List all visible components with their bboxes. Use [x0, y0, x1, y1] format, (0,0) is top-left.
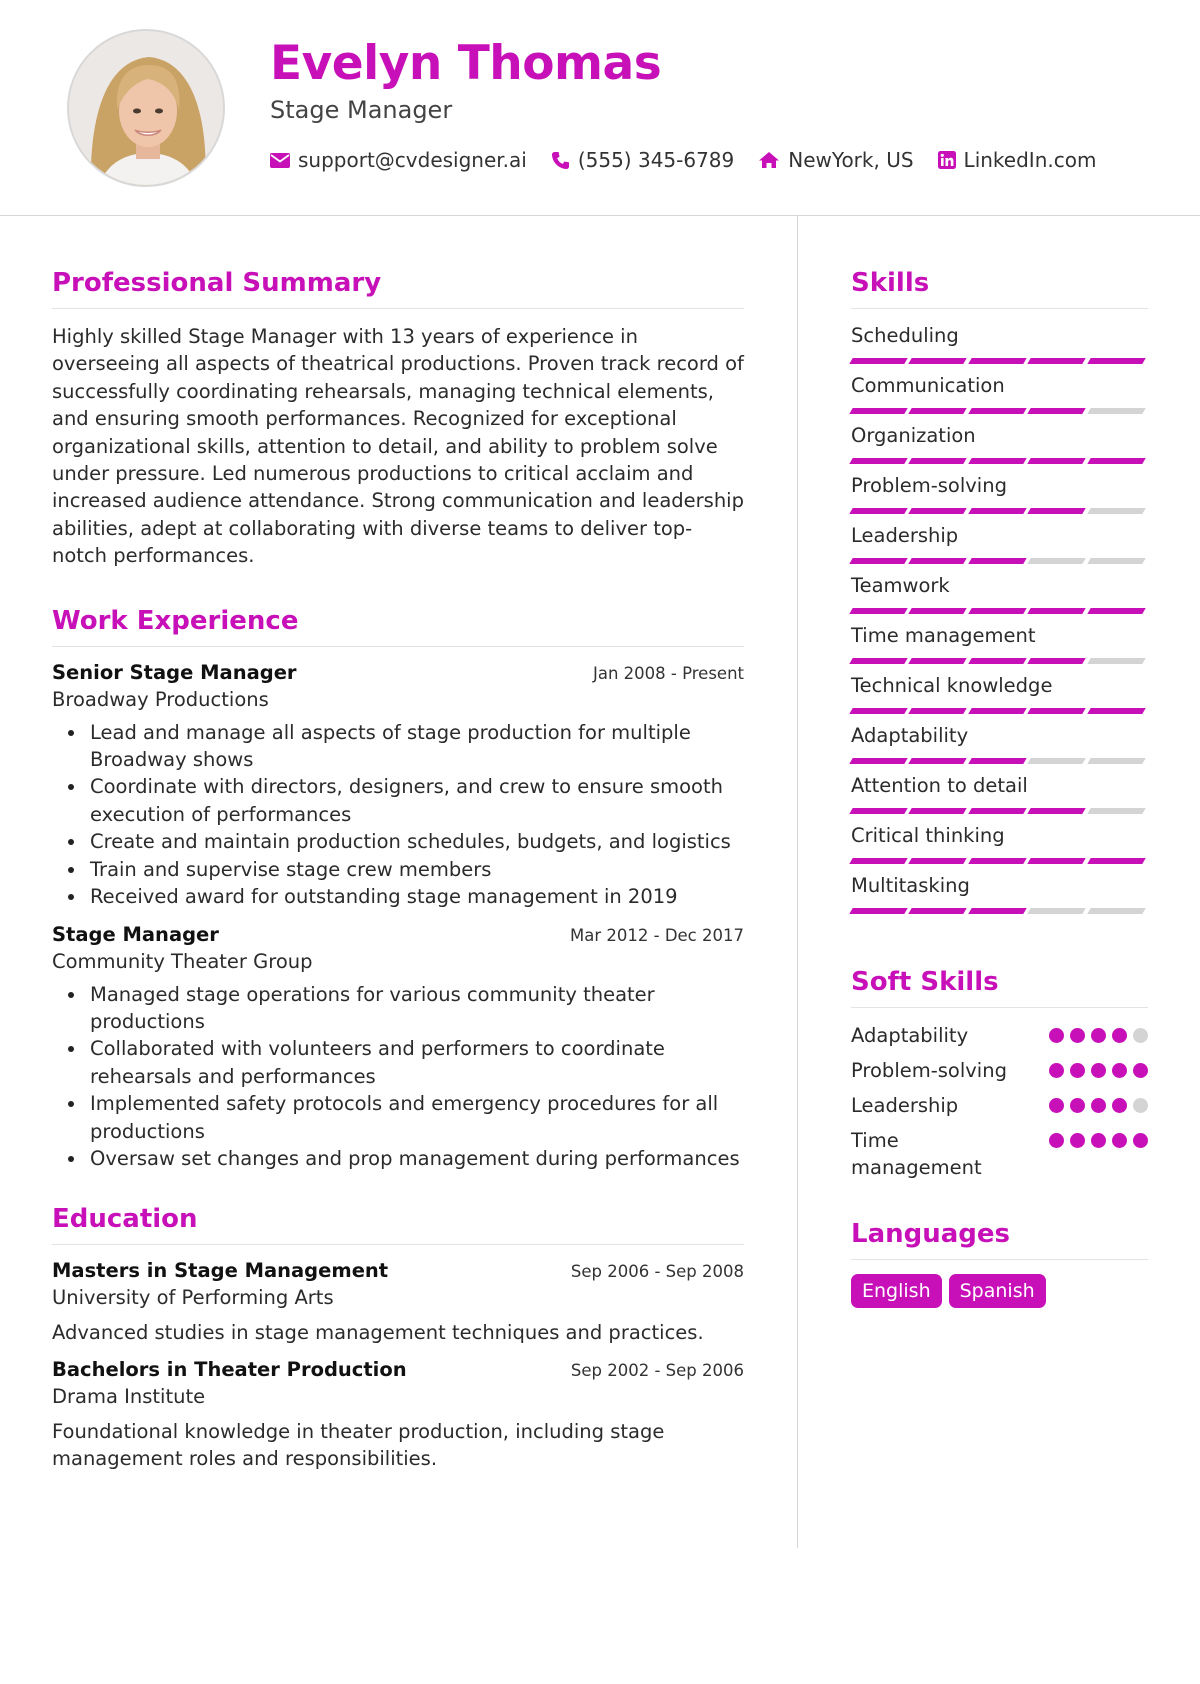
- level-segment: [909, 658, 968, 664]
- linkedin-icon: [938, 151, 956, 169]
- skill-name: Adaptability: [851, 724, 969, 747]
- job-title: Stage Manager: [52, 922, 219, 946]
- level-segment: [909, 808, 968, 814]
- level-segment: [968, 458, 1027, 464]
- level-segment: [909, 508, 968, 514]
- education-date: Sep 2006 - Sep 2008: [570, 1262, 744, 1282]
- contact-email-text: support@cvdesigner.ai: [298, 148, 527, 172]
- level-segment: [1027, 658, 1086, 664]
- degree-title: Bachelors in Theater Production: [52, 1358, 407, 1382]
- level-segment: [1087, 458, 1146, 464]
- level-segment: [849, 758, 908, 764]
- level-segment: [909, 908, 968, 914]
- profile-photo: [67, 29, 225, 187]
- job-title: Senior Stage Manager: [52, 660, 297, 684]
- soft-skill-rating: [1043, 1063, 1148, 1078]
- skill-level-bars: [851, 458, 1148, 464]
- column-divider: [797, 216, 798, 1548]
- job-entry: [52, 661, 744, 911]
- contact-phone[interactable]: [551, 148, 734, 172]
- level-segment: [849, 908, 908, 914]
- level-segment: [1087, 708, 1146, 714]
- level-segment: [909, 758, 968, 764]
- rating-dot: [1133, 1098, 1148, 1113]
- skill-level-bars: [851, 408, 1148, 414]
- level-segment: [968, 658, 1027, 664]
- skill-level-bars: [851, 858, 1148, 864]
- contact-list: [270, 148, 1120, 172]
- rating-dot: [1133, 1133, 1148, 1148]
- skill-name: Technical knowledge: [851, 674, 1053, 697]
- skill-level-bars: [851, 658, 1148, 664]
- education-description: Advanced studies in stage management techniques and practices.: [52, 1321, 704, 1345]
- level-segment: [1027, 458, 1086, 464]
- profile-photo-illustration: [69, 31, 225, 187]
- level-segment: [849, 708, 908, 714]
- education-section: [52, 1204, 744, 1472]
- level-segment: [1027, 858, 1086, 864]
- level-segment: [849, 558, 908, 564]
- rating-dot: [1112, 1063, 1127, 1078]
- job-bullet: Implemented safety protocols and emergency procedures for all productions: [52, 1090, 744, 1145]
- level-segment: [849, 408, 908, 414]
- education-heading: Education: [52, 1204, 744, 1245]
- skills-list: [851, 323, 1148, 923]
- experience-heading: Work Experience: [52, 606, 744, 647]
- level-segment: [909, 608, 968, 614]
- rating-dot: [1070, 1133, 1085, 1148]
- rating-dot: [1112, 1028, 1127, 1043]
- skill-level-bars: [851, 508, 1148, 514]
- level-segment: [1027, 558, 1086, 564]
- level-segment: [968, 608, 1027, 614]
- level-segment: [1027, 908, 1086, 914]
- skill-item: [851, 873, 1148, 923]
- contact-linkedin-text: LinkedIn.com: [963, 148, 1097, 172]
- level-segment: [909, 858, 968, 864]
- degree-title: Masters in Stage Management: [52, 1259, 389, 1283]
- skills-section: [851, 268, 1148, 923]
- level-segment: [968, 508, 1027, 514]
- level-segment: [1087, 508, 1146, 514]
- soft-skills-heading: Soft Skills: [851, 967, 1148, 1008]
- rating-dot: [1070, 1028, 1085, 1043]
- envelope-icon: [270, 153, 290, 168]
- level-segment: [849, 658, 908, 664]
- language-badge: Spanish: [949, 1274, 1046, 1308]
- skill-name: Attention to detail: [851, 774, 1028, 797]
- resume-header: [0, 0, 1200, 216]
- contact-location: [758, 148, 913, 172]
- skills-heading: Skills: [851, 268, 1148, 309]
- skill-item: [851, 423, 1148, 473]
- soft-skill-item: [851, 1022, 1148, 1049]
- home-icon: [758, 151, 780, 169]
- job-bullet: Oversaw set changes and prop management during performances: [52, 1145, 744, 1172]
- rating-dot: [1070, 1098, 1085, 1113]
- job-bullet: Lead and manage all aspects of stage production for multiple Broadway shows: [52, 719, 744, 774]
- level-segment: [968, 708, 1027, 714]
- job-company: Broadway Productions: [52, 687, 269, 711]
- level-segment: [1087, 408, 1146, 414]
- skill-name: Organization: [851, 424, 976, 447]
- level-segment: [1027, 608, 1086, 614]
- rating-dot: [1091, 1063, 1106, 1078]
- level-segment: [1087, 558, 1146, 564]
- summary-heading: Professional Summary: [52, 268, 744, 309]
- level-segment: [1087, 658, 1146, 664]
- school-name: University of Performing Arts: [52, 1286, 334, 1310]
- level-segment: [849, 808, 908, 814]
- level-segment: [909, 708, 968, 714]
- skill-name: Leadership: [851, 524, 959, 547]
- soft-skill-item: [851, 1127, 1148, 1181]
- job-bullets: [52, 719, 744, 911]
- level-segment: [909, 458, 968, 464]
- level-segment: [1027, 708, 1086, 714]
- skill-level-bars: [851, 808, 1148, 814]
- soft-skill-item: [851, 1057, 1148, 1084]
- soft-skill-rating: [1043, 1098, 1148, 1113]
- languages-heading: Languages: [851, 1219, 1148, 1260]
- school-name: Drama Institute: [52, 1385, 206, 1409]
- skill-name: Problem-solving: [851, 474, 1007, 497]
- skill-item: [851, 473, 1148, 523]
- skill-item: [851, 573, 1148, 623]
- skill-item: [851, 773, 1148, 823]
- rating-dot: [1091, 1028, 1106, 1043]
- sidebar-column: [851, 216, 1148, 1308]
- job-bullet: Managed stage operations for various community theater productions: [52, 981, 744, 1036]
- level-segment: [968, 358, 1027, 364]
- skill-item: [851, 623, 1148, 673]
- skill-item: [851, 823, 1148, 873]
- job-bullet: Train and supervise stage crew members: [52, 856, 744, 883]
- contact-phone-text: (555) 345-6789: [577, 148, 735, 172]
- level-segment: [1087, 858, 1146, 864]
- level-segment: [1087, 358, 1146, 364]
- skill-item: [851, 723, 1148, 773]
- level-segment: [1027, 358, 1086, 364]
- job-company: Community Theater Group: [52, 949, 313, 973]
- phone-icon: [551, 151, 570, 170]
- level-segment: [1087, 908, 1146, 914]
- level-segment: [849, 858, 908, 864]
- education-date: Sep 2002 - Sep 2006: [570, 1361, 744, 1381]
- skill-name: Time management: [851, 624, 1036, 647]
- skill-name: Critical thinking: [851, 824, 1005, 847]
- skill-item: [851, 323, 1148, 373]
- rating-dot: [1133, 1028, 1148, 1043]
- contact-email[interactable]: [270, 148, 527, 172]
- rating-dot: [1091, 1133, 1106, 1148]
- rating-dot: [1112, 1098, 1127, 1113]
- job-entry: [52, 923, 744, 1173]
- rating-dot: [1133, 1063, 1148, 1078]
- experience-section: [52, 606, 744, 1173]
- soft-skill-rating: [1043, 1133, 1148, 1148]
- rating-dot: [1049, 1098, 1064, 1113]
- level-segment: [1027, 758, 1086, 764]
- soft-skill-name: Leadership: [851, 1094, 959, 1117]
- skill-level-bars: [851, 908, 1148, 914]
- level-segment: [968, 758, 1027, 764]
- skill-level-bars: [851, 358, 1148, 364]
- education-entry: [52, 1358, 744, 1472]
- level-segment: [968, 558, 1027, 564]
- level-segment: [968, 908, 1027, 914]
- job-bullet: Create and maintain production schedules, budgets, and logistics: [52, 828, 744, 855]
- soft-skill-name: Time management: [851, 1129, 982, 1179]
- level-segment: [1087, 758, 1146, 764]
- level-segment: [968, 408, 1027, 414]
- education-entry: [52, 1259, 744, 1346]
- skill-name: Teamwork: [851, 574, 950, 597]
- job-date: Mar 2012 - Dec 2017: [570, 925, 744, 945]
- level-segment: [849, 458, 908, 464]
- level-segment: [909, 408, 968, 414]
- languages-section: [851, 1219, 1148, 1308]
- summary-section: [52, 268, 744, 570]
- level-segment: [849, 358, 908, 364]
- level-segment: [1027, 808, 1086, 814]
- skill-level-bars: [851, 708, 1148, 714]
- level-segment: [968, 808, 1027, 814]
- soft-skill-rating: [1043, 1028, 1148, 1043]
- job-date: Jan 2008 - Present: [592, 663, 744, 683]
- job-bullet: Received award for outstanding stage management in 2019: [52, 883, 744, 910]
- level-segment: [909, 558, 968, 564]
- level-segment: [1087, 808, 1146, 814]
- job-bullet: Collaborated with volunteers and performers to coordinate rehearsals and performances: [52, 1035, 744, 1090]
- skill-item: [851, 523, 1148, 573]
- skill-level-bars: [851, 558, 1148, 564]
- education-description: Foundational knowledge in theater production, including stage management roles and responsibilities.: [52, 1420, 665, 1471]
- main-column: [52, 216, 744, 1484]
- skill-level-bars: [851, 758, 1148, 764]
- summary-text: Highly skilled Stage Manager with 13 years of experience in overseeing all aspects of theatrical productions. Proven track record of successfully coordinating rehearsals, managing technical elements, and ensuring smooth performances. Recognized for exceptional organizational skills, attention to detail, and ability to problem solve under pressure. Led numerous productions to critical acclaim and increased audience attendance. Strong communication and leadership abilities, adept at collaborating with diverse teams to deliver top-notch performances.: [52, 325, 744, 568]
- soft-skill-item: [851, 1092, 1148, 1119]
- level-segment: [849, 608, 908, 614]
- level-segment: [849, 508, 908, 514]
- skill-level-bars: [851, 608, 1148, 614]
- language-list: [851, 1274, 1148, 1308]
- skill-item: [851, 373, 1148, 423]
- rating-dot: [1049, 1133, 1064, 1148]
- rating-dot: [1091, 1098, 1106, 1113]
- level-segment: [909, 358, 968, 364]
- job-bullet: Coordinate with directors, designers, and crew to ensure smooth execution of performances: [52, 773, 744, 828]
- rating-dot: [1112, 1133, 1127, 1148]
- rating-dot: [1070, 1063, 1085, 1078]
- candidate-role: Stage Manager: [270, 96, 453, 124]
- skill-name: Multitasking: [851, 874, 970, 897]
- level-segment: [1087, 608, 1146, 614]
- language-badge: English: [851, 1274, 942, 1308]
- candidate-name: Evelyn Thomas: [270, 36, 662, 91]
- level-segment: [968, 858, 1027, 864]
- contact-location-text: NewYork, US: [788, 148, 914, 172]
- skill-name: Scheduling: [851, 324, 959, 347]
- contact-linkedin[interactable]: [938, 148, 1097, 172]
- rating-dot: [1049, 1063, 1064, 1078]
- level-segment: [1027, 508, 1086, 514]
- rating-dot: [1049, 1028, 1064, 1043]
- skill-name: Communication: [851, 374, 1005, 397]
- skill-item: [851, 673, 1148, 723]
- soft-skill-name: Problem-solving: [851, 1059, 1007, 1082]
- soft-skills-section: [851, 967, 1148, 1181]
- job-bullets: [52, 981, 744, 1173]
- level-segment: [1027, 408, 1086, 414]
- soft-skill-name: Adaptability: [851, 1024, 969, 1047]
